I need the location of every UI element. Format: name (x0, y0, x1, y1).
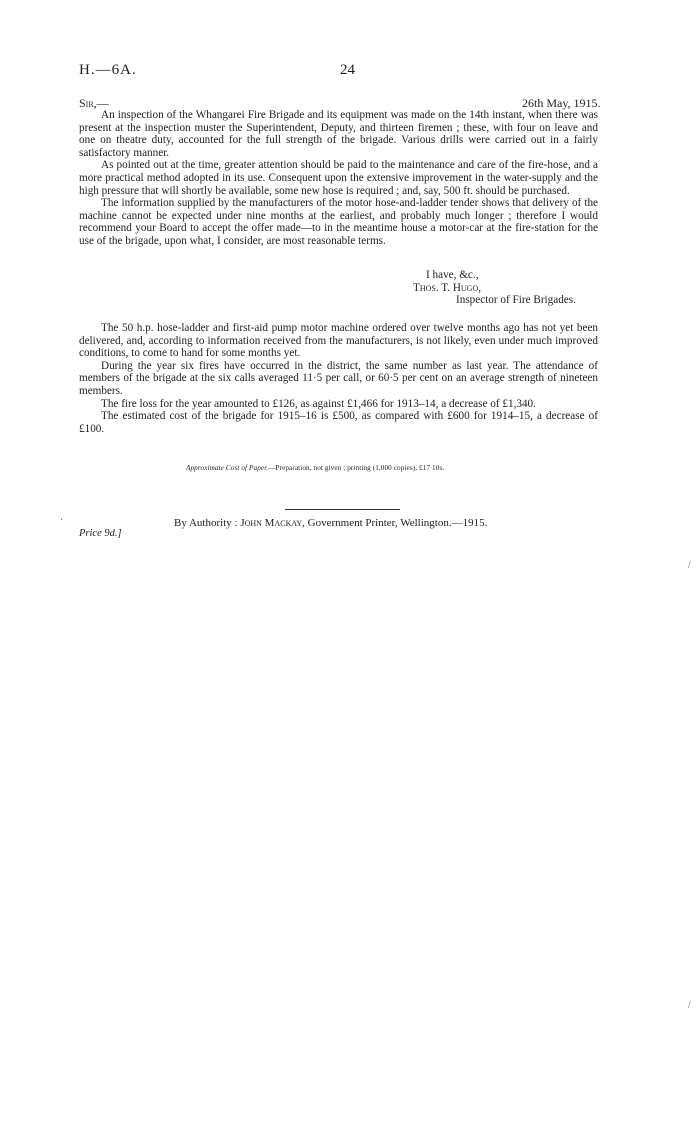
report-paragraph: During the year six fires have occurred in the district, the same number as last year. The attendance of members of the brigade at the six calls averaged 11·5 per call, or 60·5 per cent on an average strength of nineteen members. (79, 359, 598, 397)
cost-text: —Preparation, not given ; printing (1,000 copies), £17 10s. (268, 464, 445, 472)
cost-label: Approximate Cost of Paper. (186, 464, 269, 472)
signatory-name: Thos. T. Hugo, (413, 282, 482, 294)
signatory-title: Inspector of Fire Brigades. (456, 294, 576, 306)
letter-body (79, 109, 598, 248)
authority-suffix: Government Printer, Wellington.—1915. (304, 517, 488, 529)
footer-rule (285, 509, 400, 510)
price-note: Price 9d.] (79, 528, 122, 539)
cost-of-paper-note (186, 464, 444, 472)
scan-mark: / (688, 560, 691, 571)
letter-closing: I have, &c., (426, 269, 479, 281)
letter-paragraph: The information supplied by the manufacturers of the motor hose-and-ladder tender shows that delivery of the machine cannot be expected under nine months at the earliest, and probably much longer ; therefore I would recommend your Board to accept the offer made—to in the meantime house a motor-car at the fire-station for the use of the brigade, upon what, I consider, are most reasonable terms. (79, 197, 598, 247)
scan-mark: / (688, 1000, 691, 1011)
page-header-ref: H.—6A. (79, 62, 137, 78)
letter-date: 26th May, 1915. (522, 96, 601, 110)
scan-mark: · (60, 515, 64, 526)
printer-name: John Mackay, (240, 517, 305, 529)
letter-salutation: Sir,— (79, 96, 109, 110)
authority-line (174, 517, 487, 529)
authority-prefix: By Authority : (174, 517, 241, 529)
report-body (79, 322, 598, 435)
report-paragraph: The fire loss for the year amounted to £126, as against £1,466 for 1913–14, a decrease of £1,340. (101, 397, 536, 410)
report-paragraph: The 50 h.p. hose-ladder and first-aid pump motor machine ordered over twelve months ago has not yet been delivered, and, according to information received from the manufacturers, is not likely, even under much improved conditions, to come to hand for some months yet. (79, 322, 598, 360)
letter-paragraph: As pointed out at the time, greater attention should be paid to the maintenance and care of the fire-hose, and a more practical method adopted in its use. Consequent upon the extensive improvement in the water-supply and the high pressure that will shortly be available, some new hose is required ; and, say, 500 ft. should be purchased. (79, 159, 598, 197)
page-number: 24 (340, 62, 355, 78)
letter-paragraph: An inspection of the Whangarei Fire Brigade and its equipment was made on the 14th instant, when there was present at the inspection muster the Superintendent, Deputy, and thirteen firemen ; these, with four on leave and one on theatre duty, accounted for the full strength of the brigade. Various drills were carried out in a fairly satisfactory manner. (79, 109, 598, 159)
report-paragraph: The estimated cost of the brigade for 1915–16 is £500, as compared with £600 for 1914–15, a decrease of £100. (79, 410, 598, 435)
